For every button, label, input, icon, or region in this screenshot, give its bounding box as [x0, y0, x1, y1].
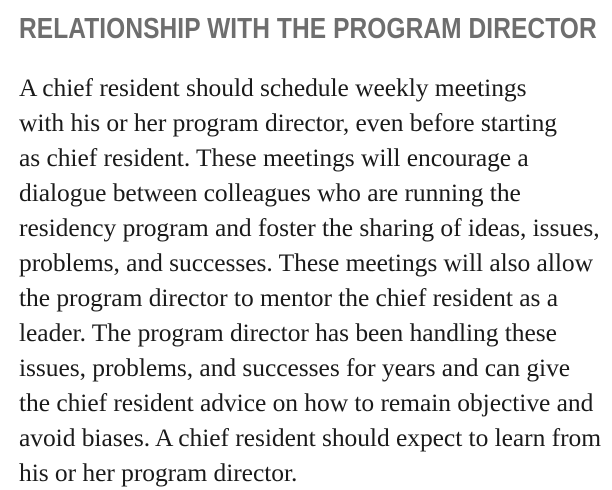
body-line: avoid biases. A chief resident should expect to learn from: [19, 423, 602, 452]
page-title: RELATIONSHIP WITH THE PROGRAM DIRECTOR: [19, 13, 597, 45]
body-line: problems, and successes. These meetings will also allow: [19, 248, 593, 277]
body-line: issues, problems, and successes for years and can give: [19, 353, 571, 382]
body-line: dialogue between colleagues who are running the: [19, 178, 521, 207]
body-line: A chief resident should schedule weekly meetings: [19, 73, 527, 102]
body-line: residency program and foster the sharing of ideas, issues,: [19, 213, 600, 242]
body-line: with his or her program director, even before starting: [19, 108, 557, 137]
body-line: as chief resident. These meetings will encourage a: [19, 143, 529, 172]
body-line: his or her program director.: [19, 458, 298, 487]
body-line: the chief resident advice on how to remain objective and: [19, 388, 594, 417]
body-line: the program director to mentor the chief resident as a: [19, 283, 558, 312]
body-line: leader. The program director has been handling these: [19, 318, 557, 347]
body-paragraph: [19, 70, 605, 490]
